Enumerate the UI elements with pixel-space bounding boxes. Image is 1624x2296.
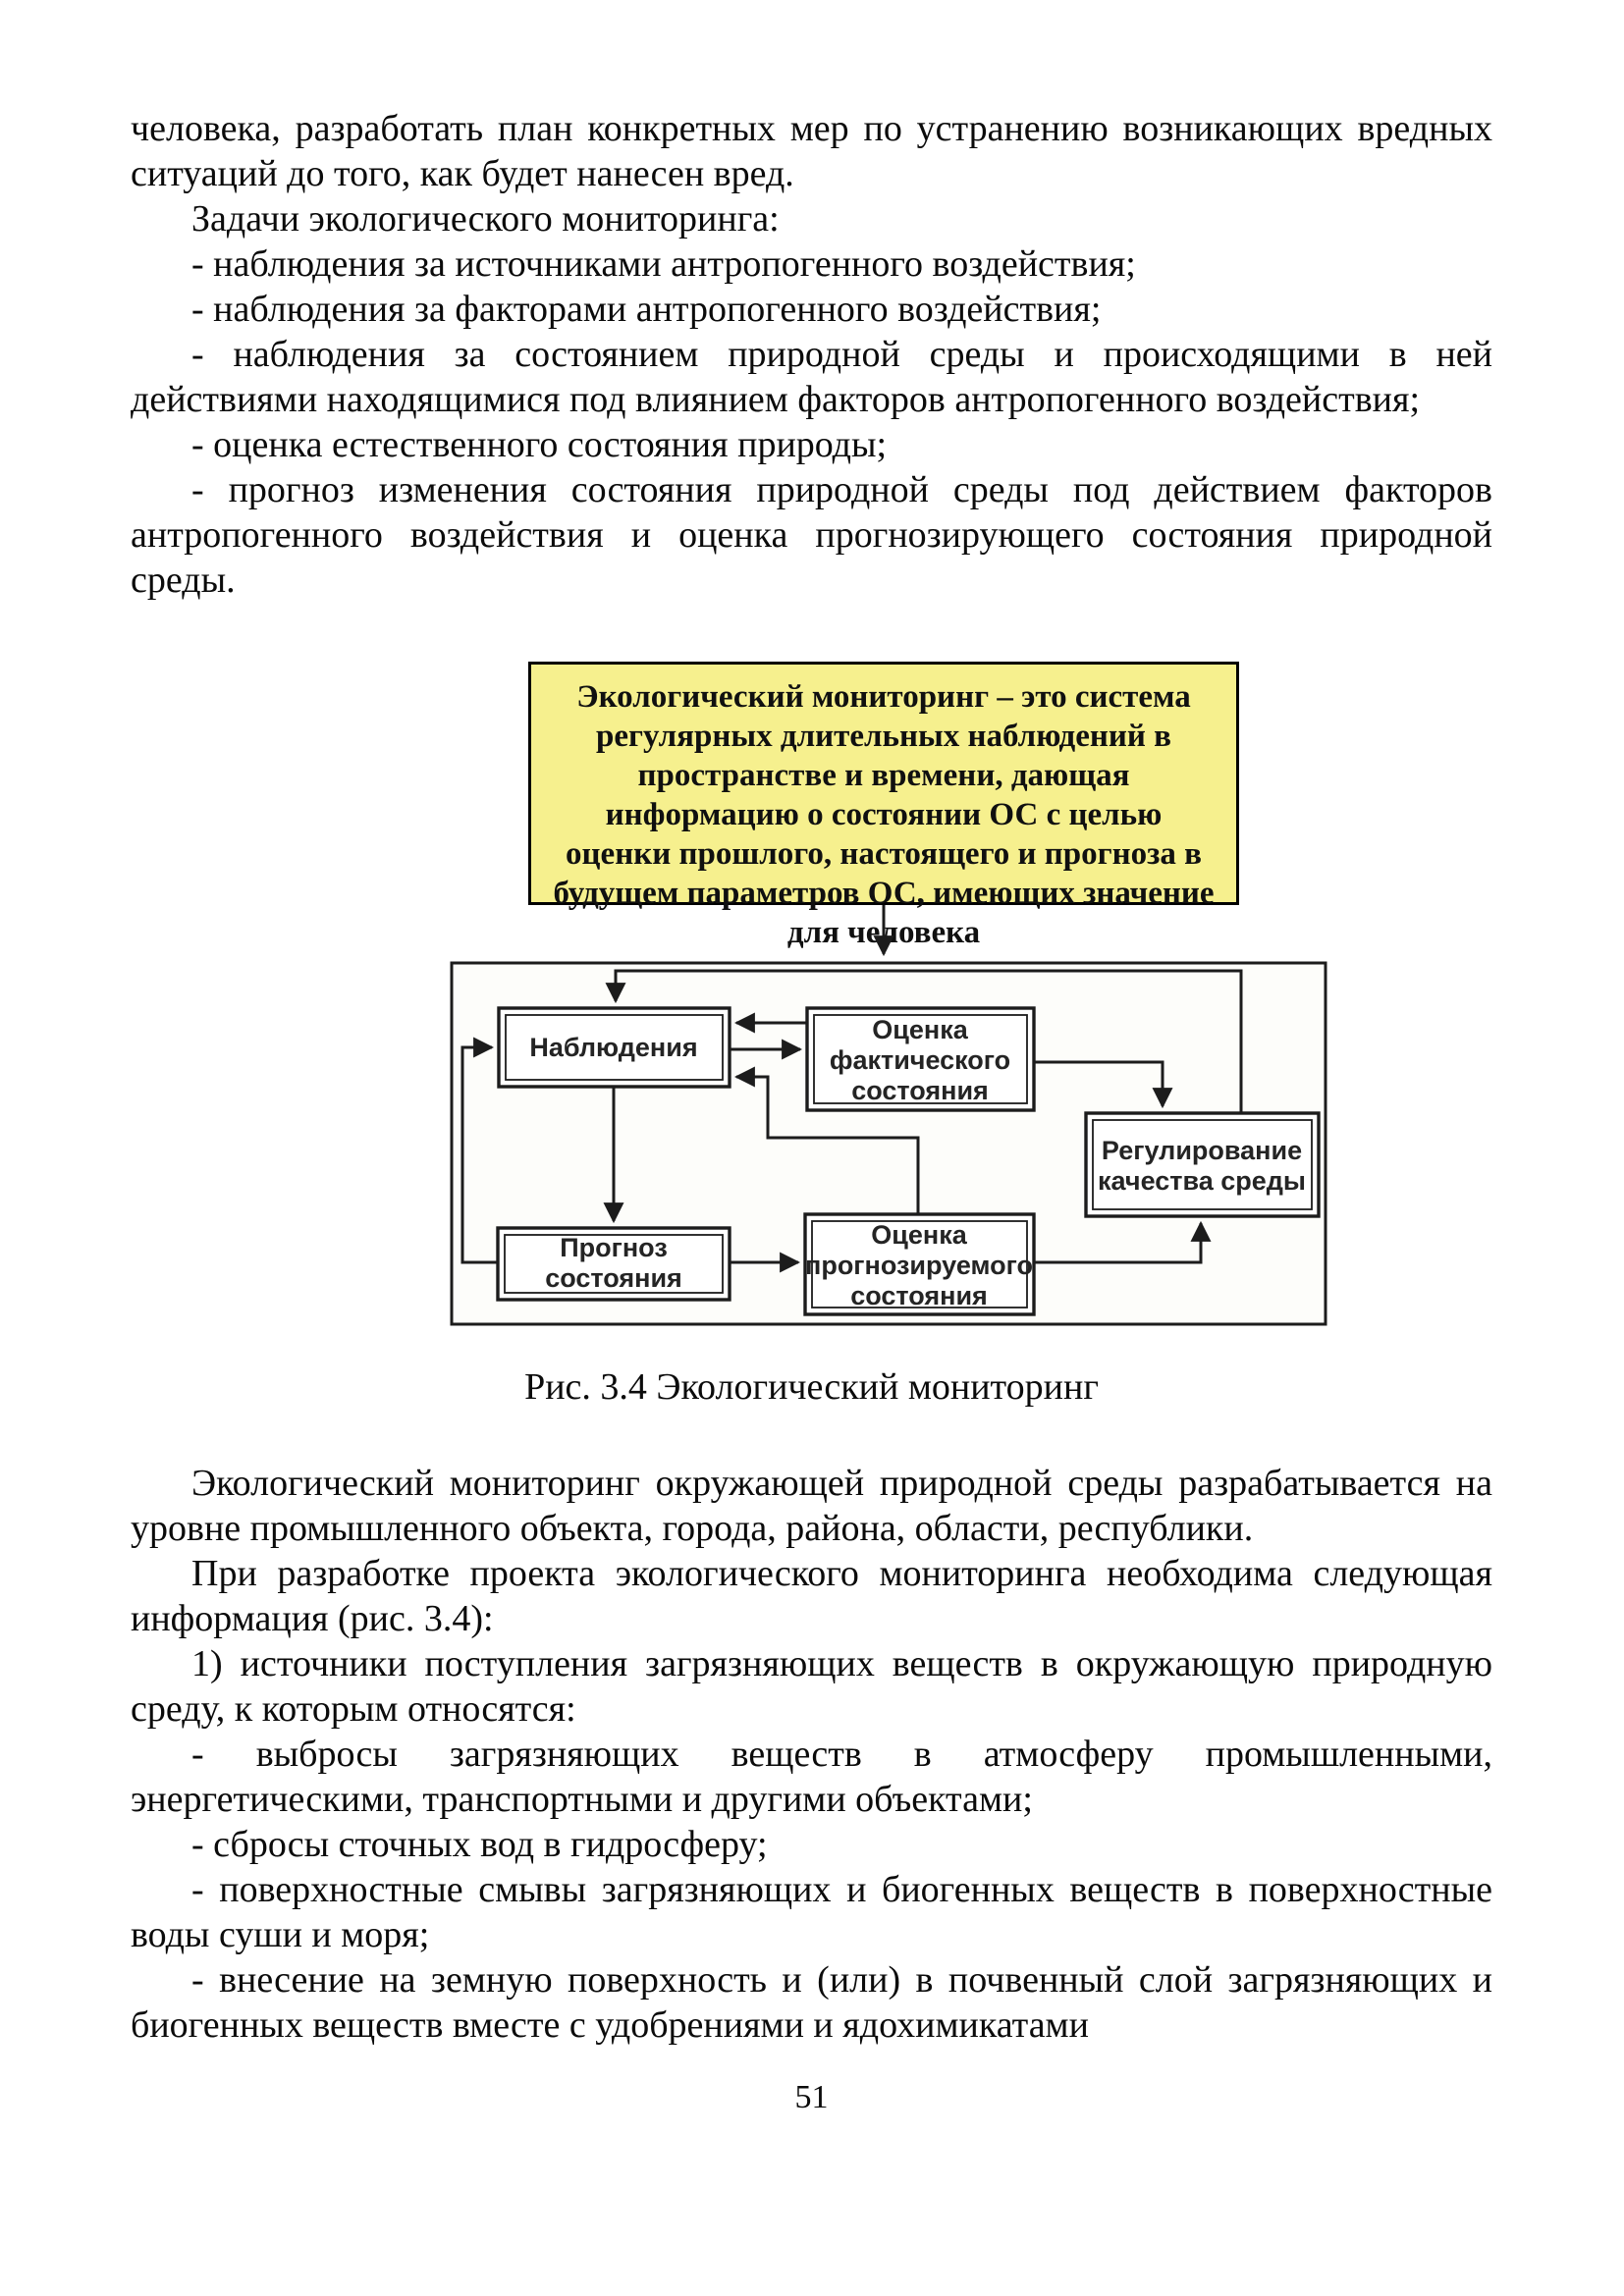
figure-caption: Рис. 3.4 Экологический мониторинг [524,1366,1099,1408]
flow-box-actual-assessment [807,1008,1034,1110]
paragraph: - оценка естественного состояния природы; [191,424,888,465]
paragraph: - наблюдения за источниками антропогенного воздействия; [191,243,1136,285]
monitoring-flowchart [432,905,1345,1339]
definition-box [528,662,1239,950]
definition-text: Экологический мониторинг – это система регулярных длительных наблюдений в пространстве и времени, дающая информацию о состоянии ОС с целью оценки прошлого, настоящего и прогноза в будущем параметров ОС, имеющих значение для человека [553,679,1215,950]
paragraph: 1) источники поступления загрязняющих веществ в окружающую природную среду, к которым относятся: [131,1643,1492,1730]
bottom-text-block [131,1461,1492,2048]
flow-box-forecast-assessment-label: Оценка [871,1220,967,1250]
flow-box-actual-assessment-label: состояния [851,1076,989,1105]
flow-box-forecast-assessment-label: прогнозируемого [805,1251,1033,1280]
paragraph: - выбросы загрязняющих веществ в атмосферу промышленными, энергетическими, транспортными и другими объектами; [131,1734,1492,1820]
flow-box-regulation-label: качества среды [1098,1166,1306,1196]
paragraph: - прогноз изменения состояния природной среды под действием факторов антропогенного воздействия и оценка прогнозирующего состояния природной среды. [131,469,1492,601]
page-number: 51 [794,2079,829,2115]
paragraph: - наблюдения за факторами антропогенного воздействия; [191,289,1102,330]
flow-box-regulation [1086,1113,1319,1216]
flow-box-actual-assessment-label: Оценка [872,1015,968,1044]
flow-box-observations-label: Наблюдения [529,1033,698,1062]
paragraph: - внесение на земную поверхность и (или) в почвенный слой загрязняющих и биогенных веществ вместе с удобрениями и ядохимикатами [131,1959,1492,2046]
flow-box-forecast-label: состояния [545,1263,682,1293]
flow-box-actual-assessment-label: фактического [829,1045,1011,1075]
flow-box-regulation-label: Регулирование [1101,1136,1303,1165]
flow-box-observations [499,1008,730,1087]
paragraph: человека, разработать план конкретных мер по устранению возникающих вредных ситуаций до того, как будет нанесен вред. [131,108,1492,194]
paragraph: - поверхностные смывы загрязняющих и биогенных веществ в поверхностные воды суши и моря; [131,1869,1492,1955]
flow-box-forecast-assessment-label: состояния [850,1281,988,1310]
paragraph: Задачи экологического мониторинга: [191,198,780,240]
flow-box-forecast-label: Прогноз [560,1233,668,1262]
top-text-block [131,106,1492,603]
paragraph: При разработке проекта экологического мониторинга необходима следующая информация (рис. 3.4): [131,1553,1492,1639]
flow-box-forecast-assessment [805,1214,1034,1314]
paragraph: - сбросы сточных вод в гидросферу; [191,1824,768,1865]
paragraph: Экологический мониторинг окружающей природной среды разрабатывается на уровне промышленного объекта, города, района, области, республики. [131,1463,1492,1549]
paragraph: - наблюдения за состоянием природной среды и происходящими в ней действиями находящимися под влиянием факторов антропогенного воздействия; [131,334,1492,420]
flow-box-forecast [498,1228,730,1300]
